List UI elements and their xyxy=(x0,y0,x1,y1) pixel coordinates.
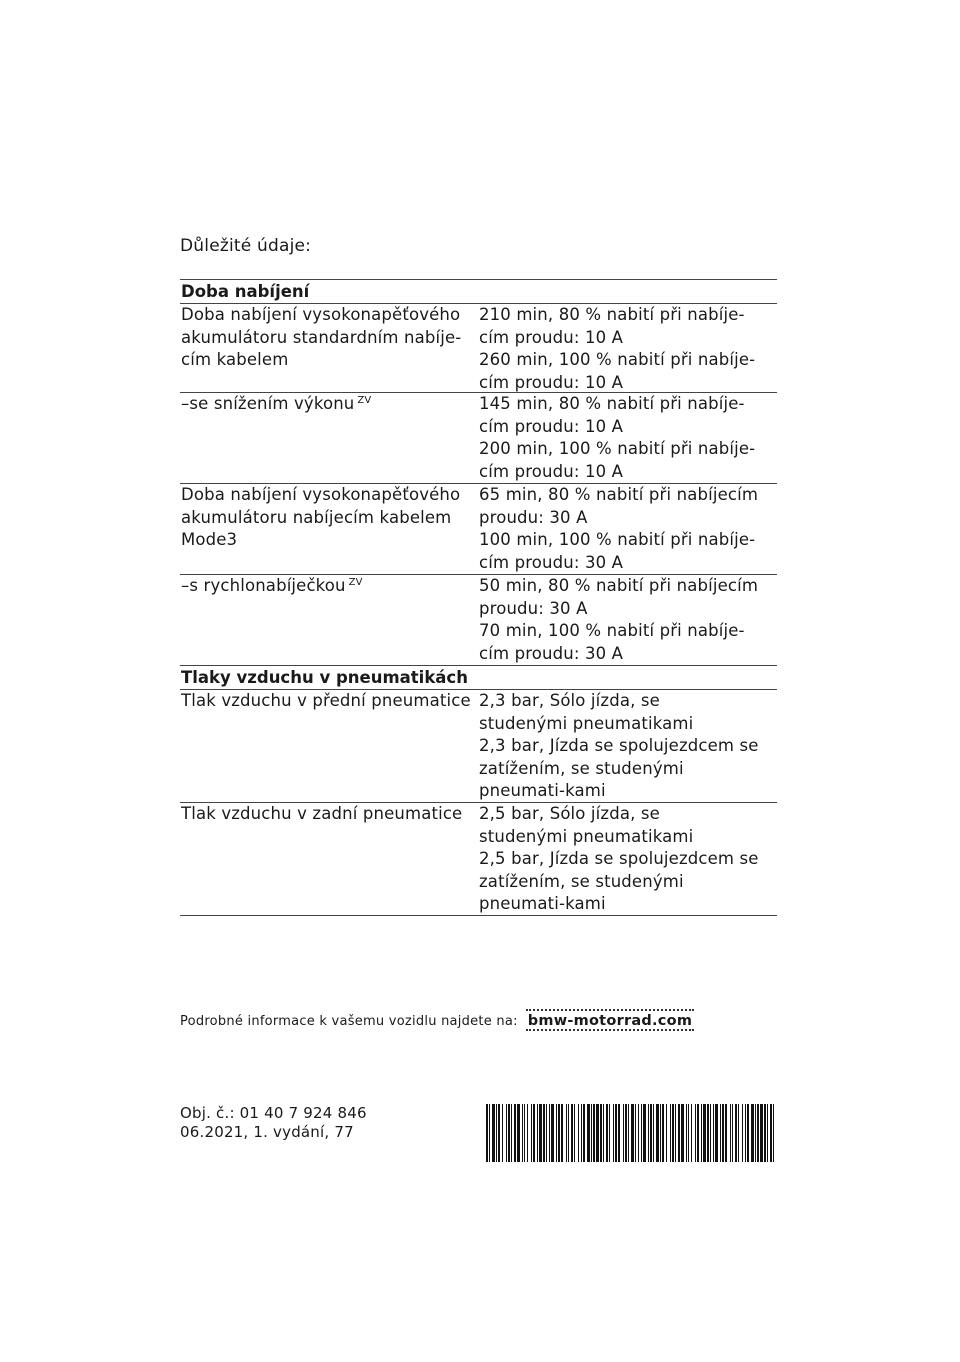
row-label-text: –se snížením výkonu xyxy=(181,394,355,413)
footnote-marker: ZV xyxy=(357,394,372,406)
row-values xyxy=(479,304,777,392)
barcode-bar xyxy=(583,1104,585,1162)
barcode-bar xyxy=(496,1104,497,1162)
barcode-bar xyxy=(697,1104,699,1162)
barcode-bar xyxy=(568,1104,569,1162)
barcode-bar xyxy=(773,1104,774,1162)
barcode-bar xyxy=(666,1104,667,1162)
barcode-bar xyxy=(546,1104,547,1162)
barcode-bar xyxy=(502,1104,503,1162)
spec-table xyxy=(180,279,777,916)
barcode-bar xyxy=(670,1104,671,1162)
barcode-bar xyxy=(710,1104,711,1162)
row-value: 260 min, 100 % nabití při nabíje-cím proudu: 10 A xyxy=(479,350,756,392)
barcode-bar xyxy=(701,1104,702,1162)
barcode-bar xyxy=(641,1104,642,1162)
table-row xyxy=(180,304,777,393)
barcode-bar xyxy=(609,1104,610,1162)
barcode-bar xyxy=(722,1104,724,1162)
barcode-bar xyxy=(656,1104,659,1162)
barcode-bar xyxy=(738,1104,739,1162)
barcode-bar xyxy=(681,1104,684,1162)
barcode-bar xyxy=(713,1104,714,1162)
barcode-bar xyxy=(638,1104,639,1162)
barcode-bar xyxy=(527,1104,528,1162)
barcode-bar xyxy=(715,1104,718,1162)
barcode-bar xyxy=(625,1104,627,1162)
row-value: 210 min, 80 % nabití při nabíje-cím proudu: 10 A xyxy=(479,305,745,347)
row-value: 145 min, 80 % nabití při nabíje-cím proudu: 10 A xyxy=(479,394,745,436)
barcode-bar xyxy=(653,1104,654,1162)
row-values xyxy=(479,393,777,483)
section-title-pressure: Tlaky vzduchu v pneumatikách xyxy=(180,666,777,690)
barcode-bar xyxy=(707,1104,709,1162)
barcode-bar xyxy=(581,1104,582,1162)
barcode-bar xyxy=(556,1104,557,1162)
order-number: Obj. č.: 01 40 7 924 846 xyxy=(180,1104,367,1122)
row-value: 200 min, 100 % nabití při nabíje-cím proudu: 10 A xyxy=(479,439,756,481)
barcode-bar xyxy=(648,1104,649,1162)
row-label xyxy=(180,393,479,483)
barcode-bar xyxy=(524,1104,525,1162)
row-value: 2,3 bar, Jízda se spolujezdcem se zatížením, se studenými pneumati-kami xyxy=(479,736,759,800)
barcode-bar xyxy=(675,1104,676,1162)
website-link[interactable]: bmw-motorrad.com xyxy=(526,1009,695,1031)
barcode-bar xyxy=(566,1104,567,1162)
barcode-bar xyxy=(537,1104,538,1162)
barcode-bar xyxy=(517,1104,520,1162)
row-value: 2,3 bar, Sólo jízda, se studenými pneumatikami xyxy=(479,691,694,733)
row-value: 100 min, 100 % nabití při nabíje-cím proudu: 30 A xyxy=(479,530,756,572)
barcode-bar xyxy=(578,1104,579,1162)
barcode-bar xyxy=(747,1104,749,1162)
barcode-bar xyxy=(720,1104,721,1162)
barcode-bar xyxy=(600,1104,602,1162)
footnote-marker: ZV xyxy=(348,576,363,588)
barcode-bar xyxy=(522,1104,523,1162)
barcode-bar xyxy=(514,1104,516,1162)
row-value: 65 min, 80 % nabití při nabíjecím proudu: 30 A xyxy=(479,485,759,527)
barcode-bar xyxy=(730,1104,731,1162)
barcode-bar xyxy=(703,1104,706,1162)
barcode-bar xyxy=(549,1104,550,1162)
barcode-bar xyxy=(603,1104,604,1162)
barcode-bar xyxy=(662,1104,664,1162)
info-line xyxy=(180,1009,694,1031)
barcode-bar xyxy=(686,1104,687,1162)
barcode-bar xyxy=(486,1104,488,1162)
barcode-bar xyxy=(596,1104,599,1162)
barcode-bar xyxy=(767,1104,768,1162)
row-value: 2,5 bar, Sólo jízda, se studenými pneumatikami xyxy=(479,804,694,846)
row-values xyxy=(479,803,777,915)
barcode-bar xyxy=(635,1104,636,1162)
barcode-bar xyxy=(672,1104,674,1162)
barcode-bar xyxy=(631,1104,634,1162)
info-text: Podrobné informace k vašemu vozidlu najdete na: xyxy=(180,1014,518,1029)
table-row xyxy=(180,484,777,575)
row-value: 50 min, 80 % nabití při nabíjecím proudu: 30 A xyxy=(479,576,759,618)
table-row xyxy=(180,690,777,803)
barcode-bar xyxy=(660,1104,661,1162)
barcode-bar xyxy=(492,1104,495,1162)
row-label: Tlak vzduchu v zadní pneumatice xyxy=(181,804,463,823)
barcode-bar xyxy=(695,1104,696,1162)
barcode-bar xyxy=(511,1104,512,1162)
row-values xyxy=(479,484,777,574)
barcode-bar xyxy=(593,1104,595,1162)
barcode-bar xyxy=(498,1104,500,1162)
table-row xyxy=(180,393,777,484)
barcode-bar xyxy=(489,1104,490,1162)
barcode-bar xyxy=(643,1104,646,1162)
barcode-bar xyxy=(760,1104,763,1162)
barcode-bar xyxy=(558,1104,560,1162)
barcode-bar xyxy=(755,1104,756,1162)
table-row xyxy=(180,575,777,666)
barcode-bar xyxy=(539,1104,542,1162)
barcode-bar xyxy=(742,1104,743,1162)
barcode-bar xyxy=(688,1104,689,1162)
row-label xyxy=(180,575,479,665)
barcode-bar xyxy=(735,1104,737,1162)
barcode-bar xyxy=(551,1104,554,1162)
barcode-bar xyxy=(745,1104,746,1162)
barcode-bar xyxy=(615,1104,617,1162)
barcode-bar xyxy=(618,1104,620,1162)
barcode-bar xyxy=(732,1104,733,1162)
barcode-bar xyxy=(606,1104,608,1162)
row-label: Doba nabíjení vysokonapěťového akumulátoru standardním nabíje-cím kabelem xyxy=(181,305,462,369)
barcode-bar xyxy=(628,1104,629,1162)
row-values xyxy=(479,575,777,665)
barcode-bar xyxy=(751,1104,754,1162)
barcode-bar xyxy=(506,1104,507,1162)
barcode-bar xyxy=(725,1104,727,1162)
barcode-bar xyxy=(571,1104,573,1162)
row-label: Doba nabíjení vysokonapěťového akumulátoru nabíjecím kabelem Mode3 xyxy=(181,485,461,549)
row-label-text: –s rychlonabíječkou xyxy=(181,576,346,595)
edition-info: 06.2021, 1. vydání, 77 xyxy=(180,1123,354,1141)
row-values xyxy=(479,690,777,802)
barcode-bar xyxy=(623,1104,624,1162)
barcode-bar xyxy=(561,1104,563,1162)
barcode-bar xyxy=(691,1104,692,1162)
row-label: Tlak vzduchu v přední pneumatice xyxy=(181,691,471,710)
barcode-bar xyxy=(531,1104,532,1162)
barcode-bar xyxy=(508,1104,510,1162)
barcode-bar xyxy=(678,1104,680,1162)
barcode xyxy=(486,1104,777,1162)
barcode-bar xyxy=(764,1104,766,1162)
barcode-bar xyxy=(543,1104,545,1162)
barcode-bar xyxy=(591,1104,592,1162)
row-value: 2,5 bar, Jízda se spolujezdcem se zatížením, se studenými pneumati-kami xyxy=(479,849,759,913)
barcode-bar xyxy=(574,1104,575,1162)
row-value: 70 min, 100 % nabití při nabíje-cím proudu: 30 A xyxy=(479,621,745,663)
barcode-bar xyxy=(613,1104,614,1162)
barcode-bar xyxy=(650,1104,652,1162)
table-row xyxy=(180,803,777,916)
page-heading: Důležité údaje: xyxy=(180,236,312,256)
barcode-bar xyxy=(533,1104,535,1162)
barcode-bar xyxy=(770,1104,772,1162)
barcode-bar xyxy=(587,1104,590,1162)
order-info xyxy=(180,1104,367,1142)
barcode-bar xyxy=(757,1104,759,1162)
section-title-charging: Doba nabíjení xyxy=(180,280,777,304)
